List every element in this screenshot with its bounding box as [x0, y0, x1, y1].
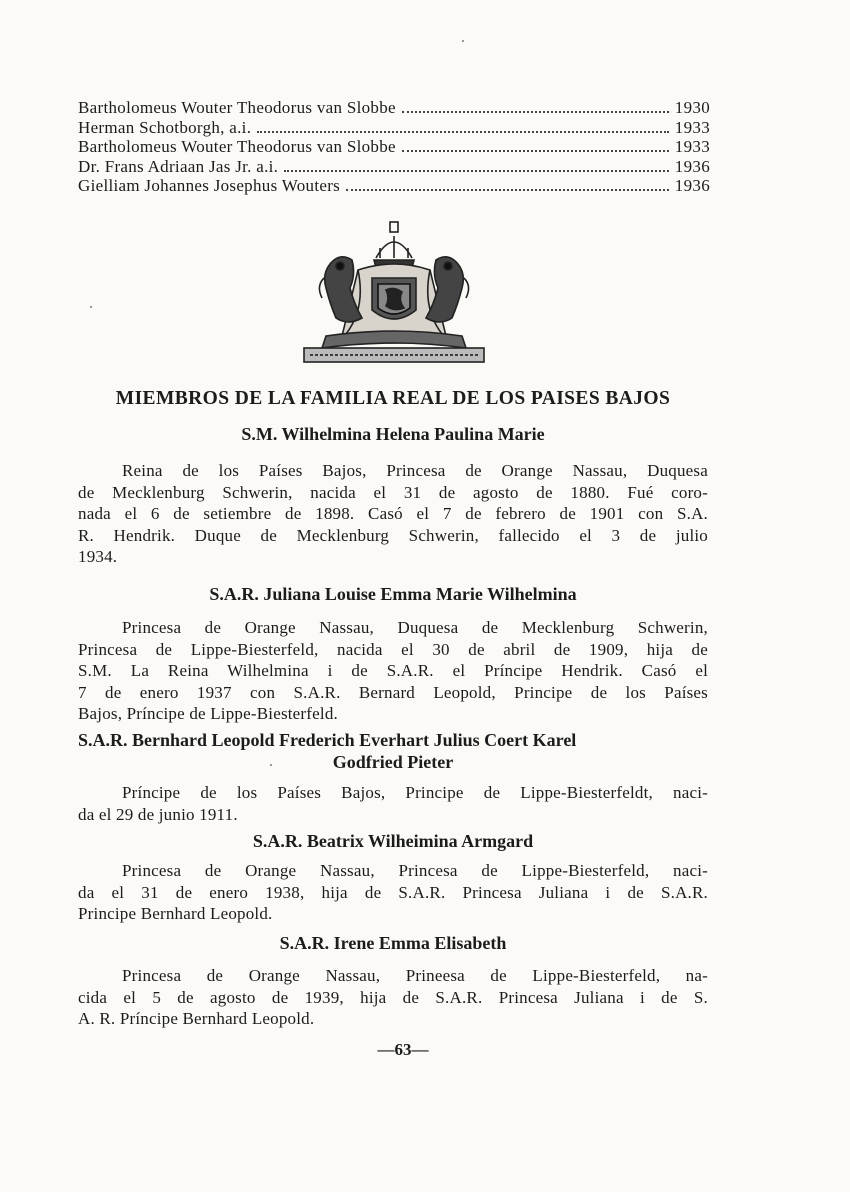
dot-leader [284, 170, 669, 172]
officer-name: Dr. Frans Adriaan Jas Jr. a.i. [78, 156, 279, 176]
member-heading-continued: Godfried Pieter [332, 752, 454, 772]
officer-list [78, 98, 710, 196]
paragraph-line: Princesa de Orange Nassau, Princesa de Lippe-Biesterfeld, naci- [122, 861, 708, 880]
officer-year: 1930 [674, 98, 710, 117]
paragraph-line: Bajos, Príncipe de Lippe-Biesterfeld. [78, 704, 338, 724]
paragraph-line: 1934. [78, 547, 118, 567]
list-item [78, 176, 710, 196]
officer-name: Gielliam Johannes Josephus Wouters [78, 176, 341, 195]
officer-name: Bartholomeus Wouter Theodorus van Slobbe [78, 137, 396, 156]
paragraph-line: Principe Bernhard Leopold. [78, 904, 273, 924]
page-number: —63— [377, 1040, 429, 1059]
officer-year: 1936 [674, 176, 710, 195]
paragraph-line: Princesa de Lippe-Biesterfeld, nacida el 30 de abril de 1909, hija de [78, 639, 708, 659]
officer-year: 1933 [674, 117, 710, 137]
paragraph-line: R. Hendrik. Duque de Mecklenburg Schwerin, fallecido el 3 de julio [78, 525, 708, 545]
speck-mark [90, 306, 92, 308]
speck-mark [270, 764, 272, 766]
paragraph-line: da el 31 de enero 1938, hija de S.A.R. Princesa Juliana i de S.A.R. [78, 882, 708, 902]
list-item [78, 137, 710, 157]
officer-year: 1936 [674, 156, 710, 176]
dot-leader [402, 150, 669, 152]
officer-name: Herman Schotborgh, a.i. [78, 117, 252, 137]
member-paragraph [78, 617, 708, 725]
member-heading: S.M. Wilhelmina Helena Paulina Marie [241, 424, 545, 444]
list-item [78, 118, 710, 138]
dot-leader [257, 131, 669, 133]
page-title: MIEMBROS DE LA FAMILIA REAL DE LOS PAISES BAJOS [115, 388, 671, 409]
paragraph-line: Princesa de Orange Nassau, Prineesa de Lippe-Biesterfeld, na- [122, 966, 708, 985]
paragraph-line: de Mecklenburg Schwerin, nacida el 31 de agosto de 1880. Fué coro- [78, 482, 708, 502]
paragraph-line: A. R. Príncipe Bernhard Leopold. [78, 1009, 315, 1029]
speck-mark [462, 40, 464, 42]
list-item [78, 98, 710, 118]
paragraph-line: S.M. La Reina Wilhelmina i de S.A.R. el Príncipe Hendrik. Casó el [78, 661, 708, 681]
member-heading: S.A.R. Irene Emma Elisabeth [279, 933, 507, 953]
dot-leader [402, 111, 669, 113]
paragraph-line: da el 29 de junio 1911. [78, 804, 238, 824]
paragraph-line: nada el 6 de setiembre de 1898. Casó el 7 de febrero de 1901 con S.A. [78, 504, 708, 524]
member-paragraph [78, 782, 708, 825]
officer-year: 1933 [674, 137, 710, 156]
paragraph-line: Príncipe de los Países Bajos, Principe de Lippe-Biesterfeldt, naci- [122, 783, 708, 802]
member-heading: S.A.R. Bernhard Leopold Frederich Everhart Julius Coert Karel [78, 730, 577, 750]
paragraph-line: 7 de enero 1937 con S.A.R. Bernard Leopold, Principe de los Países [78, 682, 708, 702]
paragraph-line: Reina de los Países Bajos, Princesa de Orange Nassau, Duquesa [122, 461, 708, 480]
dot-leader [346, 189, 669, 191]
member-heading: S.A.R. Beatrix Wilheimina Armgard [252, 831, 534, 851]
member-heading: S.A.R. Juliana Louise Emma Marie Wilhelmina [209, 584, 577, 604]
member-paragraph [78, 965, 708, 1030]
member-paragraph [78, 460, 708, 568]
royal-coat-of-arms-icon [296, 218, 492, 368]
paragraph-line: Princesa de Orange Nassau, Duquesa de Mecklenburg Schwerin, [122, 618, 708, 637]
list-item [78, 157, 710, 177]
officer-name: Bartholomeus Wouter Theodorus van Slobbe [78, 98, 396, 117]
paragraph-line: cida el 5 de agosto de 1939, hija de S.A.R. Princesa Juliana i de S. [78, 987, 708, 1007]
member-paragraph [78, 860, 708, 925]
